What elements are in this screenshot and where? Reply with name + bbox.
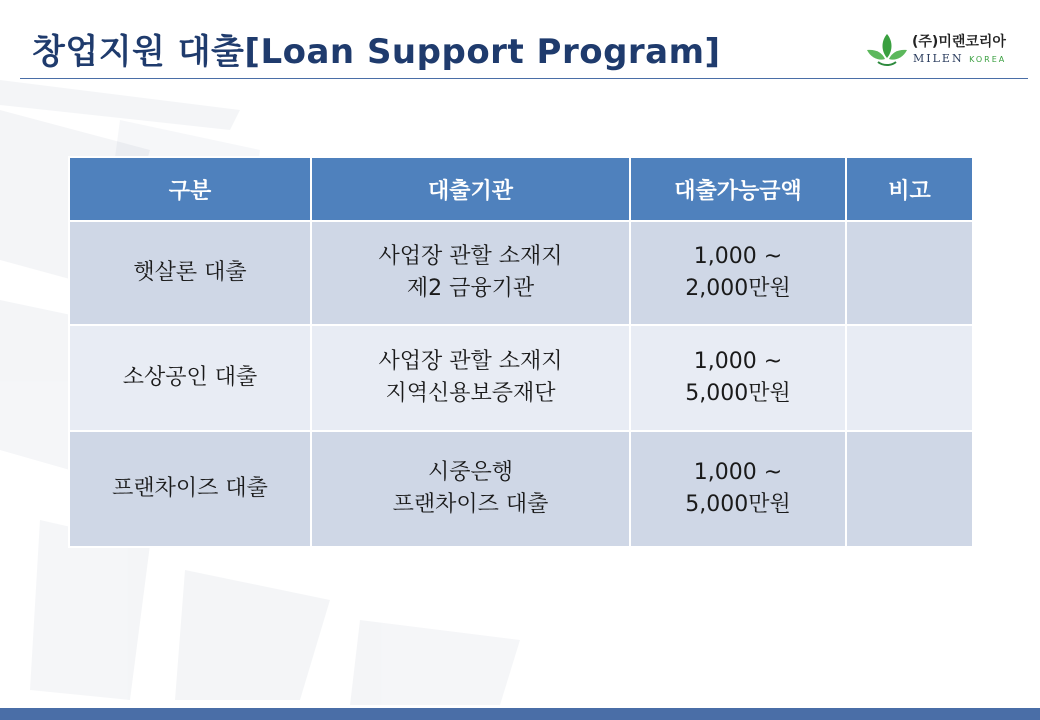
amount-line: 5,000만원	[685, 381, 791, 406]
cell-institution	[311, 325, 630, 431]
amount-line: 2,000만원	[685, 276, 791, 301]
leaf-icon	[866, 30, 908, 68]
institution-line: 제2 금융기관	[406, 276, 535, 301]
table-header-row	[69, 157, 973, 221]
amount-line: 5,000만원	[685, 492, 791, 517]
cell-note	[846, 431, 973, 547]
amount-line: 1,000 ~	[693, 349, 783, 374]
header-amount: 대출가능금액	[630, 157, 846, 221]
cell-amount	[630, 431, 846, 547]
cell-amount	[630, 325, 846, 431]
institution-line: 시중은행	[427, 460, 513, 485]
cell-category: 햇살론 대출	[69, 221, 311, 325]
amount-line: 1,000 ~	[693, 460, 783, 485]
cell-institution	[311, 431, 630, 547]
cell-note	[846, 221, 973, 325]
table-row	[69, 325, 973, 431]
page-title: 창업지원 대출[Loan Support Program]	[32, 32, 721, 72]
bottom-bar	[0, 708, 1040, 720]
header-category: 구분	[69, 157, 311, 221]
amount-line: 1,000 ~	[693, 244, 783, 269]
brand-wordmark	[913, 52, 1006, 65]
institution-line: 사업장 관할 소재지	[378, 244, 563, 269]
cell-institution	[311, 221, 630, 325]
institution-line: 사업장 관할 소재지	[378, 349, 563, 374]
cell-category: 프랜차이즈 대출	[69, 431, 311, 547]
brand-main: MILEN	[913, 52, 964, 65]
table-row	[69, 221, 973, 325]
company-logo	[866, 30, 1016, 70]
cell-category: 소상공인 대출	[69, 325, 311, 431]
loan-support-table	[68, 156, 974, 548]
table-row	[69, 431, 973, 547]
header-institution: 대출기관	[311, 157, 630, 221]
cell-note	[846, 325, 973, 431]
header-note: 비고	[846, 157, 973, 221]
company-name: (주)미랜코리아	[912, 34, 1006, 50]
institution-line: 프랜차이즈 대출	[392, 492, 549, 517]
institution-line: 지역신용보증재단	[385, 381, 556, 406]
title-divider	[20, 78, 1028, 79]
brand-sub: KOREA	[969, 55, 1007, 64]
cell-amount	[630, 221, 846, 325]
